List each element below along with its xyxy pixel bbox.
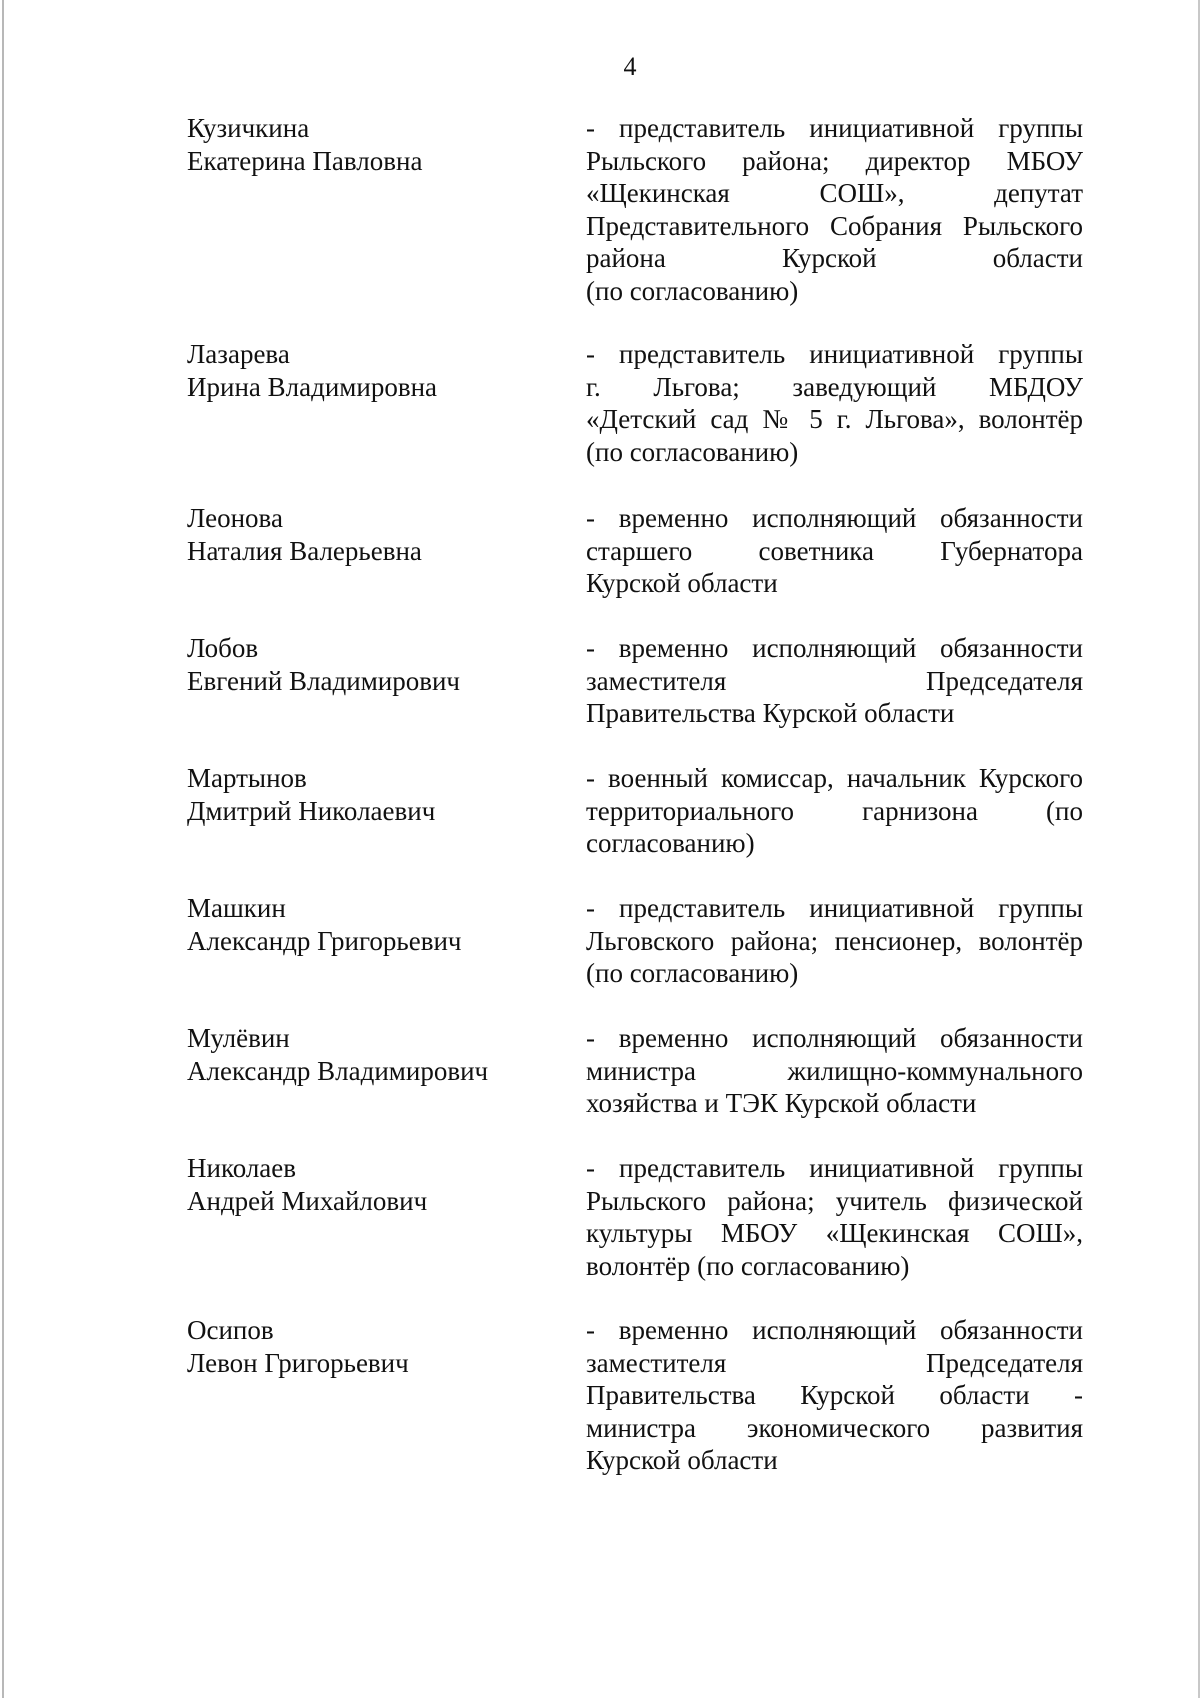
member-role-line: культуры МБОУ «Щекинская СОШ», bbox=[586, 1218, 1083, 1248]
member-given-names: Ирина Владимировна bbox=[187, 371, 438, 402]
member-role bbox=[586, 892, 1083, 990]
member-role-line: (по согласованию) bbox=[586, 436, 799, 467]
member-role-line: министра экономического развития bbox=[586, 1412, 1083, 1443]
member-role bbox=[586, 1022, 1083, 1120]
member-role-line: Правительства Курской области bbox=[586, 698, 955, 728]
member-role bbox=[586, 338, 1083, 468]
member-given-names: Левон Григорьевич bbox=[187, 1347, 409, 1378]
member-name bbox=[187, 338, 547, 403]
member-name bbox=[187, 1314, 547, 1379]
member-role-line: - представитель инициативной группы bbox=[586, 1153, 1083, 1183]
member-name bbox=[187, 762, 547, 827]
member-role-line: Курской области bbox=[586, 568, 778, 598]
member-role-line: (по согласованию) bbox=[586, 958, 799, 988]
member-role bbox=[586, 762, 1083, 860]
member-given-names: Андрей Михайлович bbox=[187, 1185, 428, 1216]
member-surname: Лобов bbox=[187, 633, 259, 663]
page-number: 4 bbox=[623, 52, 637, 81]
member-given-names: Наталия Валерьевна bbox=[187, 535, 422, 566]
member-role-line: «Детский сад № 5 г. Льгова», волонтёр bbox=[586, 404, 1083, 434]
member-role-line: заместителя Председателя bbox=[586, 1347, 1083, 1378]
member-name bbox=[187, 502, 547, 567]
member-role bbox=[586, 502, 1083, 600]
member-role-line: - представитель инициативной группы bbox=[586, 893, 1083, 923]
member-role-line: Представительного Собрания Рыльского bbox=[586, 210, 1083, 241]
member-surname: Кузичкина bbox=[187, 113, 310, 143]
member-given-names: Екатерина Павловна bbox=[187, 145, 423, 176]
member-name bbox=[187, 892, 547, 957]
member-role-line: «Щекинская СОШ», депутат bbox=[586, 178, 1083, 208]
member-name bbox=[187, 1022, 547, 1087]
member-given-names: Евгений Владимирович bbox=[187, 665, 461, 696]
member-role-line: г. Льгова; заведующий МБДОУ bbox=[586, 371, 1083, 402]
member-role-line: территориального гарнизона (по bbox=[586, 795, 1083, 826]
member-role-line: хозяйства и ТЭК Курской области bbox=[586, 1088, 977, 1118]
member-role-line: министра жилищно-коммунального bbox=[586, 1055, 1083, 1086]
member-role-line: Рыльского района; учитель физической bbox=[586, 1185, 1083, 1216]
member-role-line: (по согласованию) bbox=[586, 275, 799, 306]
member-name bbox=[187, 632, 547, 697]
member-surname: Николаев bbox=[187, 1153, 297, 1183]
member-role-line: - представитель инициативной группы bbox=[586, 113, 1083, 143]
member-role-line: района Курской области bbox=[586, 243, 1083, 273]
member-role-line: Правительства Курской области - bbox=[586, 1380, 1083, 1410]
member-role-line: - представитель инициативной группы bbox=[586, 339, 1083, 369]
member-role-line: - временно исполняющий обязанности bbox=[586, 1023, 1083, 1053]
member-role-line: Курской области bbox=[586, 1445, 778, 1475]
member-role bbox=[586, 632, 1083, 730]
member-role bbox=[586, 1314, 1083, 1477]
member-name bbox=[187, 112, 547, 177]
member-role bbox=[586, 1152, 1083, 1282]
member-role-line: Льговского района; пенсионер, волонтёр bbox=[586, 925, 1083, 956]
scan-edge-left bbox=[2, 0, 4, 1698]
member-surname: Лазарева bbox=[187, 339, 290, 369]
member-role-line: старшего советника Губернатора bbox=[586, 535, 1083, 566]
member-role-line: согласованию) bbox=[586, 828, 755, 858]
member-role-line: заместителя Председателя bbox=[586, 665, 1083, 696]
member-role-line: - временно исполняющий обязанности bbox=[586, 503, 1083, 533]
member-given-names: Александр Григорьевич bbox=[187, 925, 462, 956]
member-role-line: - временно исполняющий обязанности bbox=[586, 633, 1083, 663]
member-given-names: Александр Владимирович bbox=[187, 1055, 489, 1086]
member-role-line: Рыльского района; директор МБОУ bbox=[586, 145, 1083, 176]
member-surname: Мулёвин bbox=[187, 1023, 290, 1053]
member-given-names: Дмитрий Николаевич bbox=[187, 795, 436, 826]
member-surname: Мартынов bbox=[187, 763, 307, 793]
member-surname: Машкин bbox=[187, 893, 286, 923]
member-name bbox=[187, 1152, 547, 1217]
member-surname: Осипов bbox=[187, 1315, 274, 1345]
member-surname: Леонова bbox=[187, 503, 283, 533]
member-role-line: - временно исполняющий обязанности bbox=[586, 1315, 1083, 1345]
member-role bbox=[586, 112, 1083, 307]
member-role-line: волонтёр (по согласованию) bbox=[586, 1250, 910, 1281]
member-role-line: - военный комиссар, начальник Курского bbox=[586, 763, 1083, 793]
